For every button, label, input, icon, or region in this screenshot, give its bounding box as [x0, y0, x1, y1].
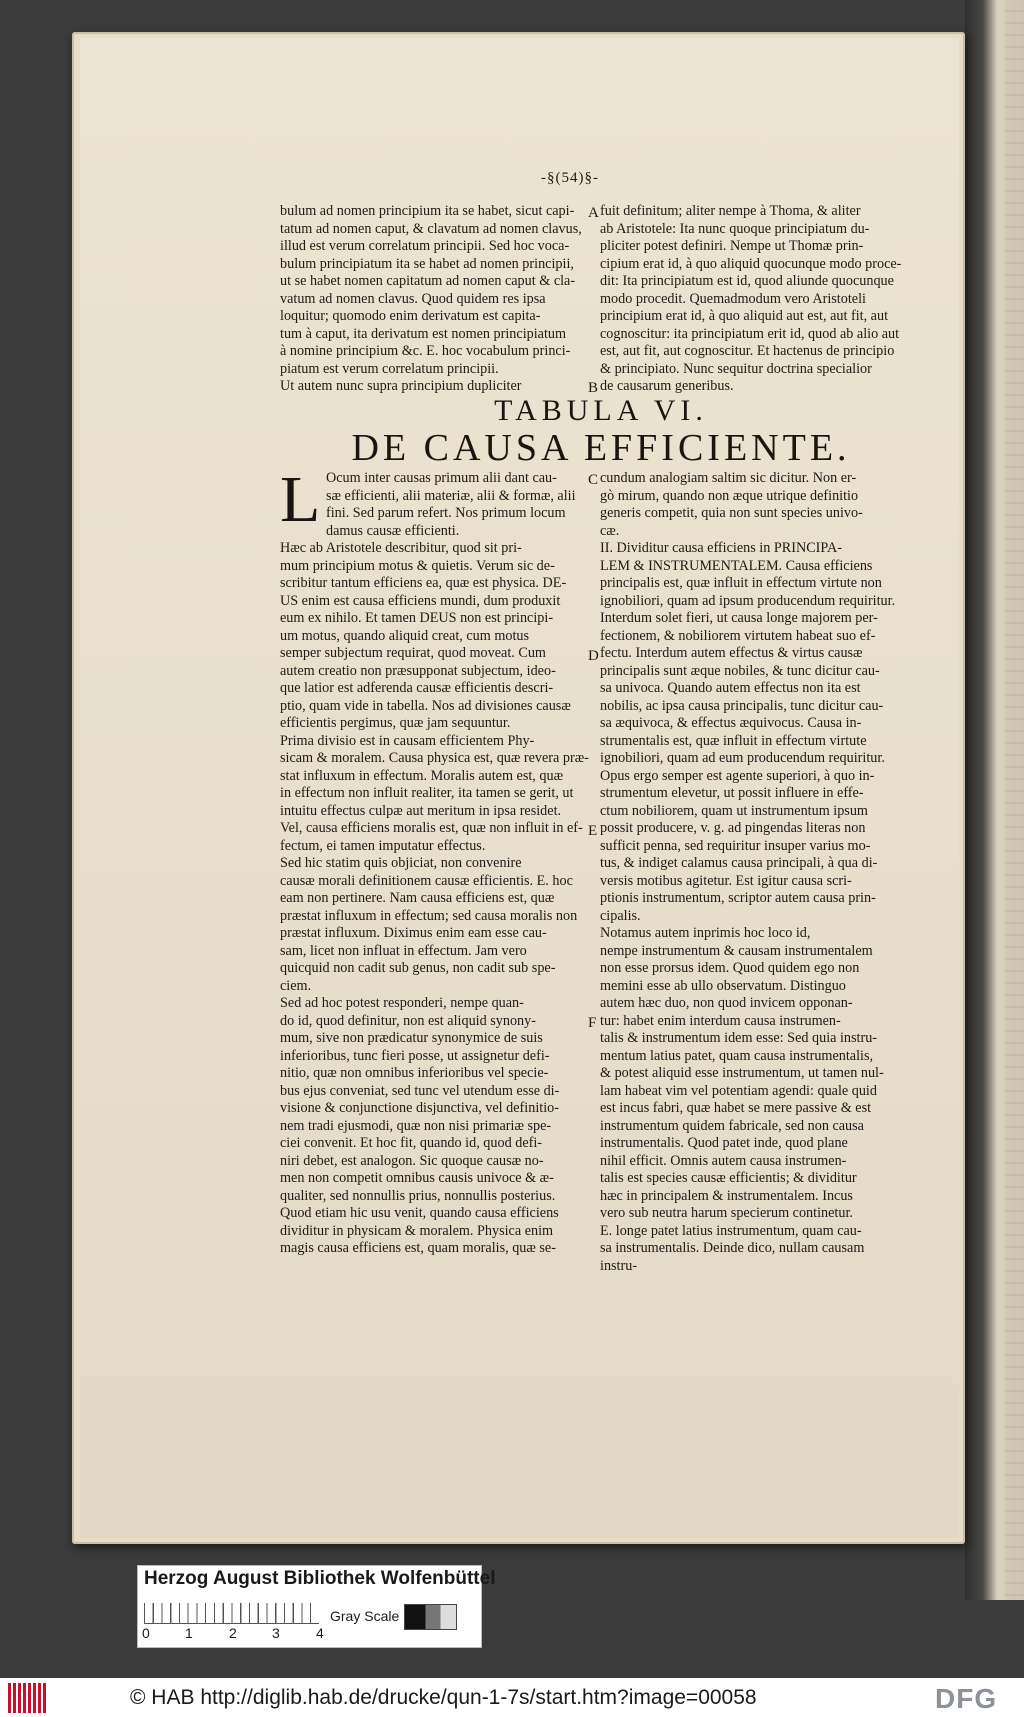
- text-line: ptio, quam vide in tabella. Nos ad divisiones causæ: [280, 697, 571, 714]
- margin-marker-f: F: [588, 1015, 597, 1031]
- text-line: sicam & moralem. Causa physica est, quæ revera præ-: [280, 750, 589, 766]
- text-line: bulum ad nomen principium ita se habet, sicut capi-: [280, 203, 575, 219]
- text-line: dit: Ita principiatum est id, quod aliunde quocunque: [600, 273, 894, 289]
- text-line: fectionem, & nobiliorem virtutem habeat suo ef-: [600, 627, 876, 644]
- text-line: præstat influxum in effectum; sed causa moralis non: [280, 907, 578, 924]
- text-line: Quod etiam hic usu venit, quando causa efficiens: [280, 1205, 559, 1221]
- adjacent-page-edge: [965, 0, 1024, 1600]
- text-line: sam, licet non influat in effectum. Jam vero: [280, 942, 527, 959]
- text-line: Opus ergo semper est agente superiori, à quo in-: [600, 767, 875, 784]
- ruler-number: 1: [185, 1625, 193, 1641]
- text-line: Sed hic statim quis objiciat, non convenire: [280, 855, 522, 871]
- tabula-heading: TABULA VI.: [494, 394, 708, 427]
- text-line: Vel, causa efficiens moralis est, quæ non influit in ef-: [280, 820, 583, 836]
- text-line: nempe instrumentum & causam instrumentalem: [600, 942, 873, 959]
- text-line: Ut autem nunc supra principium dupliciter: [280, 378, 522, 394]
- text-line: ciem.: [280, 977, 312, 994]
- text-line: memini esse ab ullo observatum. Distinguo: [600, 977, 846, 994]
- text-line: bulum principiatum ita se habet ad nomen principii,: [280, 255, 574, 272]
- text-line: generis competit, quia non sunt species univo-: [600, 505, 863, 521]
- text-line: talis & instrumentum idem esse: Sed quia instru-: [600, 1030, 878, 1046]
- text-line: instrumentum quidem fabricale, sed non causa: [600, 1117, 864, 1134]
- text-line: dividitur in physicam & moralem. Physica enim: [280, 1222, 554, 1239]
- text-line: & principiato. Nunc sequitur doctrina specialior: [600, 360, 872, 377]
- text-line: ctum nobiliorem, quam ut instrumentum ipsum: [600, 802, 868, 819]
- text-line: Ocum inter causas primum alii dant cau-: [326, 470, 557, 486]
- text-line: intuitu effectus culpæ aut meritum in ipsa residet.: [280, 802, 562, 819]
- text-line: instrumentalis. Quod patet inde, quod plane: [600, 1135, 848, 1151]
- text-line: damus causæ efficienti.: [326, 522, 460, 539]
- text-line: tum à caput, ita derivatum est nomen principiatum: [280, 325, 567, 342]
- text-line: fini. Sed parum refert. Nos primum locum: [326, 505, 566, 521]
- text-line: cipium erat id, à quo aliquid quocunque modo proce-: [600, 255, 902, 272]
- text-line: eam non pertinere. Nam causa efficiens est, quæ: [280, 890, 555, 906]
- margin-marker-a: A: [588, 205, 599, 221]
- text-line: hæc in principalem & instrumentalem. Incus: [600, 1187, 853, 1204]
- text-line: præstat influxum. Diximus enim eam esse cau-: [280, 925, 547, 941]
- text-line: est incus fabri, quæ habet se mere passive & est: [600, 1100, 872, 1116]
- text-line: fuit definitum; aliter nempe à Thoma, & aliter: [600, 203, 861, 219]
- ruler-number: 4: [316, 1625, 324, 1641]
- text-line: modo procedit. Quemadmodum vero Aristoteli: [600, 290, 866, 307]
- margin-marker-e: E: [588, 823, 598, 839]
- text-line: semper subjectum requirat, quod moveat. Cum: [280, 645, 546, 661]
- section-title: DE CAUSA EFFICIENTE.: [351, 427, 851, 469]
- text-line: loquitur; quomodo enim derivatum est capita-: [280, 308, 541, 324]
- text-line: tatum ad nomen caput, & clavatum ad nomen clavus,: [280, 220, 582, 237]
- text-line: sa univoca. Quando autem effectus non ita est: [600, 680, 861, 696]
- text-line: lam habeat vim vel potentiam agendi: quale quid: [600, 1082, 877, 1099]
- text-line: do id, quod definitur, non est aliquid synony-: [280, 1012, 536, 1029]
- text-line: II. Dividitur causa efficiens in PRINCIPA-: [600, 540, 842, 556]
- text-line: nobilis, ac ipsa causa principalis, tunc dicitur cau-: [600, 697, 884, 714]
- text-line: Notamus autem inprimis hoc loco id,: [600, 925, 811, 941]
- text-line: niri debet, est analogon. Sic quoque causæ no-: [280, 1152, 544, 1169]
- text-line: fectum, ei tamen imputatur effectus.: [280, 837, 486, 854]
- text-line: & potest aliquid esse instrumentum, ut tamen nul-: [600, 1065, 884, 1081]
- text-line: magis causa efficiens est, quam moralis, quæ se-: [280, 1240, 556, 1256]
- text-line: principalis sunt æque nobiles, & tunc dicitur cau-: [600, 662, 880, 679]
- ruler: [144, 1603, 319, 1624]
- right-column-top: [600, 203, 922, 396]
- text-line: nem tradi ejusmodi, quæ non nisi primariæ spe-: [280, 1117, 552, 1134]
- text-line: gò mirum, quando non æque utrique definitio: [600, 487, 859, 504]
- color-scale-card: [137, 1565, 496, 1648]
- text-line: nihil efficit. Omnis autem causa instrumen-: [600, 1152, 847, 1169]
- text-line: um motus, quando aliquid creat, cum motus: [280, 627, 530, 644]
- text-line: ignobiliori, quam ad eum producendum requiritur.: [600, 750, 885, 766]
- text-line: ignobiliori, quam ad ipsum producendum requiritur.: [600, 592, 896, 609]
- text-line: inferioribus, tunc fieri posse, ut assignetur defi-: [280, 1047, 550, 1064]
- text-line: cipalis.: [600, 907, 641, 924]
- text-line: visione & conjunctione disjunctiva, vel definitio-: [280, 1100, 559, 1116]
- ruler-number: 3: [272, 1625, 280, 1641]
- text-line: ciei convenit. Et hoc fit, quando id, quod defi-: [280, 1135, 543, 1151]
- text-line: Hæc ab Aristotele describitur, quod sit pri-: [280, 540, 522, 556]
- text-line: cæ.: [600, 522, 620, 539]
- hab-logo-icon: [8, 1683, 48, 1713]
- text-line: sa instrumentalis. Deinde dico, nullam causam: [600, 1240, 865, 1256]
- text-line: tus, & indiget calamus causa principali, à qua di-: [600, 855, 878, 871]
- text-line: tur: habet enim interdum causa instrumen-: [600, 1012, 841, 1029]
- margin-marker-d: D: [588, 648, 599, 664]
- text-line: US enim est causa efficiens mundi, dum produxit: [280, 592, 561, 609]
- text-line: E. longe patet latius instrumentum, quam cau-: [600, 1222, 862, 1239]
- text-line: nitio, quæ non omnibus inferioribus vel specie-: [280, 1065, 549, 1081]
- text-line: pliciter potest definiri. Nempe ut Thomæ prin-: [600, 238, 864, 254]
- text-line: illud est verum correlatum principii. Sed hoc voca-: [280, 238, 570, 254]
- text-line: fectu. Interdum autem effectus & virtus causæ: [600, 645, 863, 661]
- text-line: eum ex nihilo. Et tamen DEUS non est principi-: [280, 610, 554, 626]
- text-line: cognoscitur: ita principiatum erit id, quod ab alio aut: [600, 325, 900, 342]
- text-line: non esse prorsus idem. Quod quidem ego non: [600, 960, 860, 976]
- dfg-logo: DFG: [935, 1683, 998, 1714]
- text-line: est, aut fit, aut cognoscitur. Et hactenus de principio: [600, 343, 895, 359]
- text-line: sufficit penna, sed requiritur insuper varius mo-: [600, 837, 871, 854]
- text-line: LEM & INSTRUMENTALEM. Causa efficiens: [600, 557, 873, 574]
- ruler-number: 2: [229, 1625, 237, 1641]
- text-line: scribitur tantum efficiens ea, quæ est physica. DE-: [280, 575, 567, 591]
- text-line: qualiter, sed nonnullis prius, nonnullis posterius.: [280, 1187, 556, 1204]
- text-line: ab Aristotele: Ita nunc quoque principiatum du-: [600, 220, 870, 237]
- text-line: sæ efficienti, alii materiæ, alii & formæ, alii: [326, 487, 576, 504]
- text-line: vero sub neutra harum specierum continetur.: [600, 1205, 853, 1221]
- left-column-body: [280, 463, 597, 1258]
- text-line: de causarum generibus.: [600, 378, 734, 394]
- text-line: versis motibus agitetur. Est igitur causa scri-: [600, 872, 852, 889]
- gray-scale-swatch: [404, 1604, 457, 1630]
- text-line: mum principium motus & quietis. Verum sic de-: [280, 557, 555, 574]
- text-line: efficientis pergimus, quæ jam sequuntur.: [280, 715, 511, 731]
- text-line: Prima divisio est in causam efficientem Phy-: [280, 732, 535, 749]
- text-line: que latior est adferenda causæ efficientis descri-: [280, 680, 554, 696]
- margin-marker-b: B: [588, 380, 599, 396]
- text-line: ptionis instrumentum, scriptor autem causa prin-: [600, 890, 876, 906]
- text-line: men non competit omnibus causis univoce & æ-: [280, 1170, 554, 1186]
- ruler-number: 0: [142, 1625, 150, 1641]
- text-line: à nomine principium &c. E. hoc vocabulum princi-: [280, 343, 571, 359]
- text-line: Sed ad hoc potest responderi, nempe quan-: [280, 995, 524, 1011]
- text-line: causæ morali definitionem causæ efficientis. E. hoc: [280, 872, 573, 889]
- text-line: ut se habet nomen capitatum ad nomen caput & cla-: [280, 273, 576, 289]
- text-line: strumentum elevetur, ut possit influere in effe-: [600, 785, 864, 801]
- drop-cap: L: [280, 463, 321, 536]
- text-line: mentum latius patet, quam causa instrumentalis,: [600, 1047, 874, 1064]
- margin-marker-c: C: [588, 472, 599, 488]
- copyright-link[interactable]: © HAB http://diglib.hab.de/drucke/qun-1-7s/start.htm?image=00058: [130, 1686, 757, 1709]
- text-line: vatum ad nomen clavus. Quod quidem res ipsa: [280, 290, 546, 307]
- right-column-body: [600, 470, 922, 1275]
- page-number: -§(54)§-: [541, 170, 599, 186]
- text-line: instru-: [600, 1257, 638, 1274]
- text-line: in effectum non influit realiter, ita tamen se gerit, ut: [280, 785, 574, 801]
- left-column-top: [280, 203, 594, 396]
- library-name: Herzog August Bibliothek Wolfenbüttel: [144, 1568, 496, 1589]
- text-line: mum, sive non prædicatur synonymice de suis: [280, 1030, 543, 1046]
- text-line: autem hæc duo, non quod invicem opponan-: [600, 995, 853, 1011]
- gray-scale-label: Gray Scale: [330, 1608, 400, 1624]
- text-line: principium erat id, à quo aliquid aut est, aut fit, aut: [600, 308, 889, 324]
- text-line: stat influxum in effectum. Moralis autem est, quæ: [280, 767, 564, 784]
- text-line: autem creatio non præsupponat subjectum, ideo-: [280, 662, 556, 679]
- text-line: principalis est, quæ influit in effectum virtute non: [600, 575, 882, 591]
- text-line: sa æquivoca, & effectus æquivocus. Causa in-: [600, 715, 862, 731]
- text-line: strumentalis est, quæ influit in effectum virtute: [600, 732, 867, 749]
- text-line: possit producere, v. g. ad pingendas literas non: [600, 820, 866, 836]
- text-line: quicquid non cadit sub genus, non cadit sub spe-: [280, 960, 556, 976]
- text-line: cundum analogiam saltim sic dicitur. Non er-: [600, 470, 857, 486]
- text-line: bus ejus conveniat, sed tunc vel utendum esse di-: [280, 1082, 560, 1099]
- text-line: Interdum solet fieri, ut causa longe majorem per-: [600, 610, 878, 626]
- text-line: piatum est verum correlatum principii.: [280, 360, 499, 377]
- text-line: talis est species causæ efficientis; & dividitur: [600, 1170, 857, 1186]
